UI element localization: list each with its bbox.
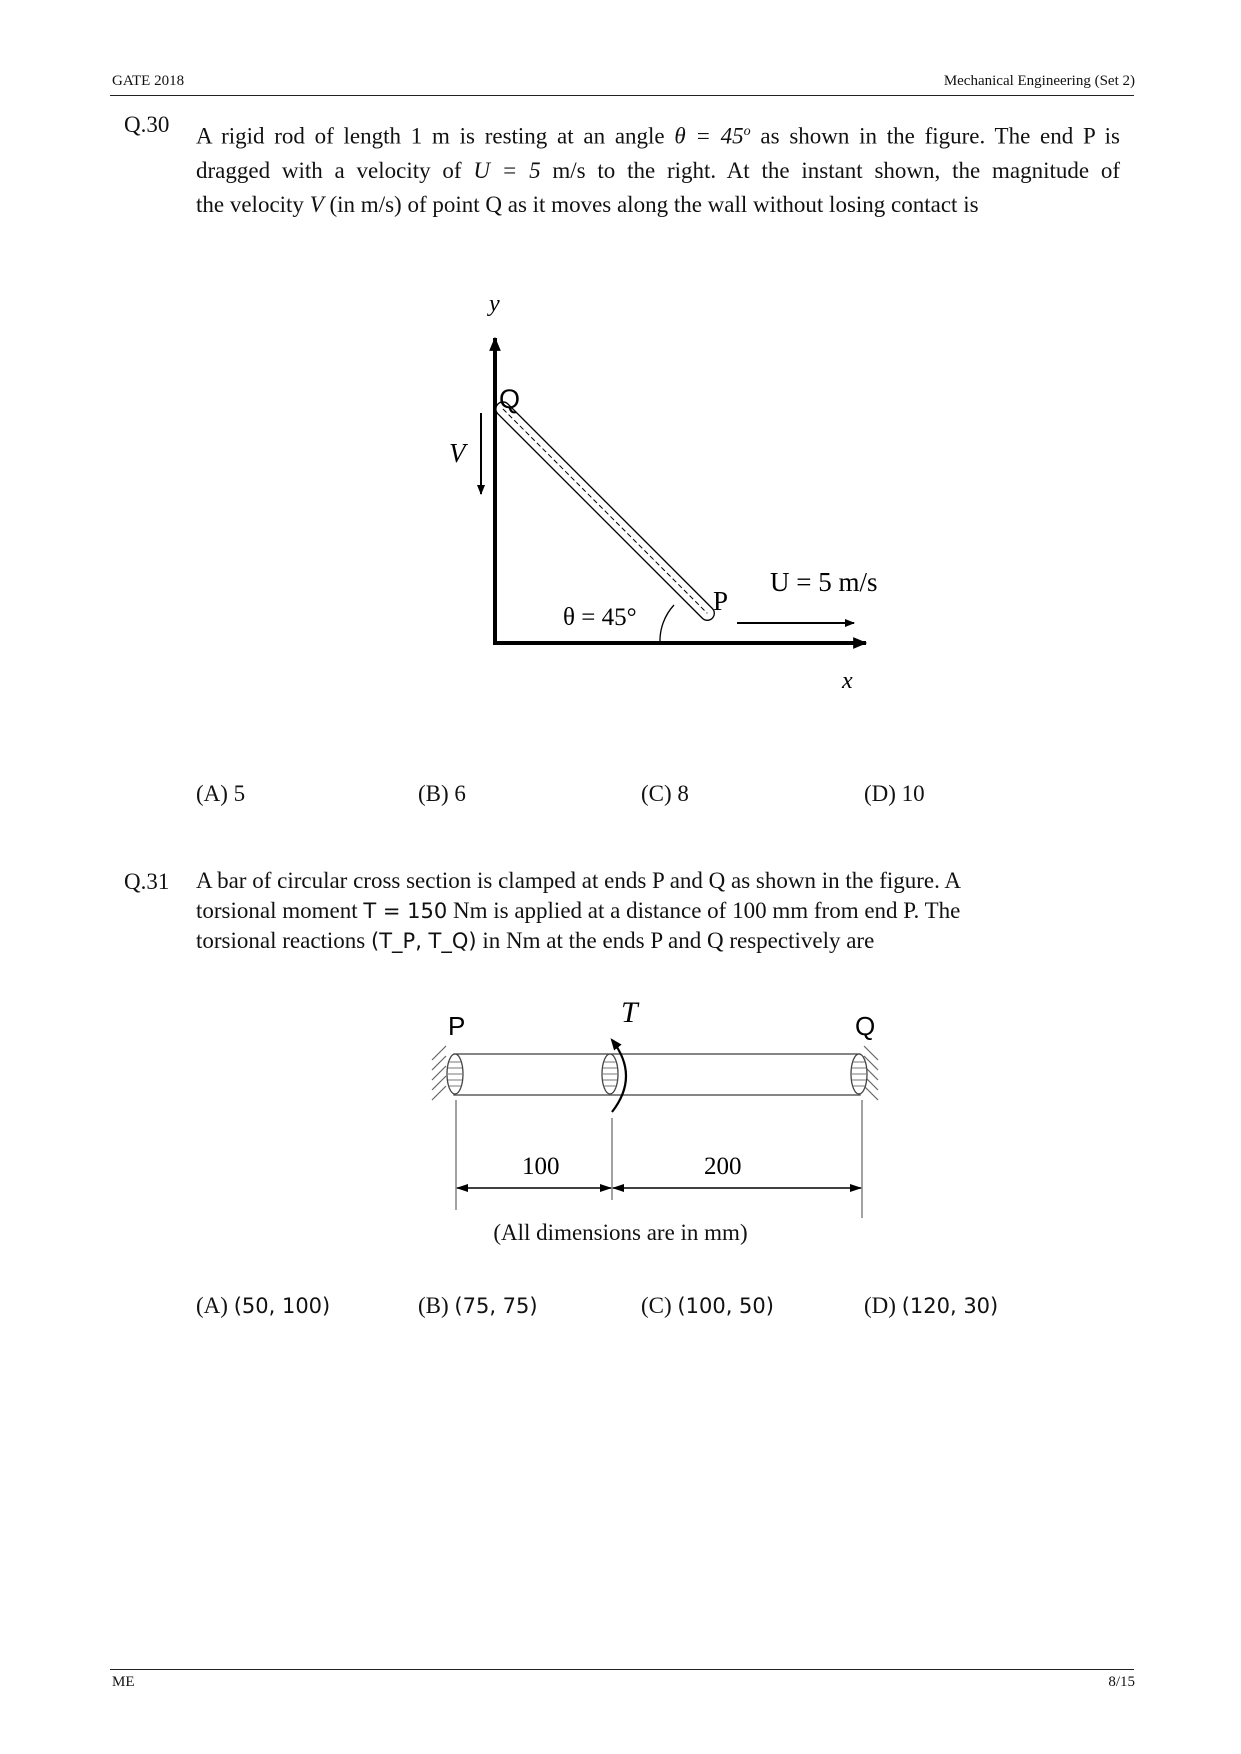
y-axis-label: y <box>489 291 500 317</box>
point-p-label: P <box>713 586 729 616</box>
q30-number: Q.30 <box>124 112 170 137</box>
footer-page-number: 8/15 <box>1108 1674 1135 1690</box>
q30-option-c[interactable]: (C) 8 <box>641 781 689 806</box>
end-q-label: Q <box>855 1011 876 1041</box>
velocity-v-label: V <box>449 438 466 468</box>
q31-torque-eq: T = 150 <box>363 899 448 923</box>
dimension-100-label: 100 <box>522 1153 560 1180</box>
circular-bar <box>454 1054 860 1095</box>
q30-option-a[interactable]: (A) 5 <box>196 781 246 806</box>
footer-subject-code: ME <box>112 1674 135 1690</box>
q30-line-2: dragged with a velocity of U = 5 m/s to the right. At the instant shown, the magnitude of <box>196 157 1121 183</box>
q30-theta: θ = 45 <box>674 123 744 149</box>
x-axis-label: x <box>842 668 853 694</box>
q31-option-d[interactable]: (D) (120, 30) <box>864 1293 999 1318</box>
q30-line-3: the velocity V (in m/s) of point Q as it moves along the wall without losing contact is <box>196 191 979 217</box>
velocity-u-label: U = 5 m/s <box>770 567 878 597</box>
q31-option-a[interactable]: (A) (50, 100) <box>196 1293 331 1318</box>
end-p-label: P <box>448 1011 466 1041</box>
q30-line-1: A rigid rod of length 1 m is resting at an angle $\theta = 45^o$ as shown in the figure. The end P is <box>196 123 1121 149</box>
q31-figure-caption: (All dimensions are in mm) <box>493 1220 748 1245</box>
wall-p <box>432 1046 446 1100</box>
q31-line-2: torsional moment T = 150 Nm is applied at a distance of 100 mm from end P. The <box>196 898 961 923</box>
header-paper-title: Mechanical Engineering (Set 2) <box>943 73 1135 89</box>
dimension-200-label: 200 <box>704 1153 742 1180</box>
header-exam-title: GATE 2018 <box>112 73 185 89</box>
q31-option-c[interactable]: (C) (100, 50) <box>641 1293 774 1318</box>
q31-number: Q.31 <box>124 869 170 894</box>
q31-line-3: torsional reactions (T_P, T_Q) in Nm at the ends P and Q respectively are <box>196 928 875 953</box>
angle-label: θ = 45° <box>563 604 637 631</box>
point-q-label: Q <box>499 384 521 414</box>
q31-line-1: A bar of circular cross section is clamped at ends P and Q as shown in the figure. A <box>196 868 961 893</box>
q31-reactions-eq: (T_P, T_Q) <box>371 929 477 953</box>
q30-option-b[interactable]: (B) 6 <box>418 781 466 806</box>
q31-option-b[interactable]: (B) (75, 75) <box>418 1293 538 1318</box>
torque-label: T <box>621 996 638 1029</box>
q30-velocity-u: U = 5 <box>473 157 541 183</box>
q30-option-d[interactable]: (D) 10 <box>864 781 925 806</box>
